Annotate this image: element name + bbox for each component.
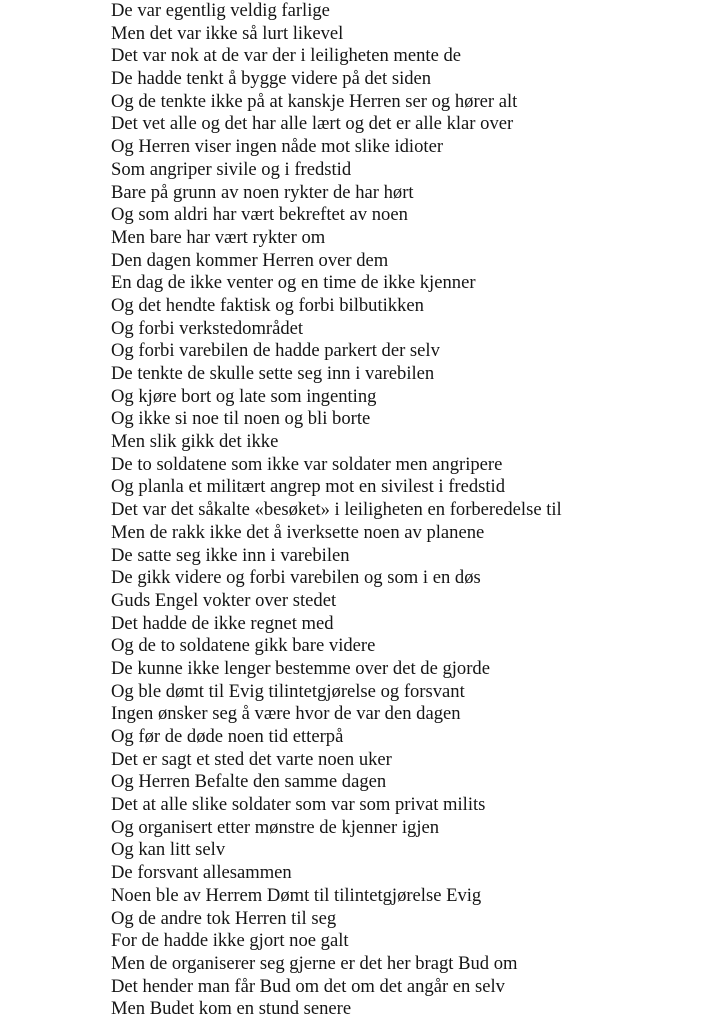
text-line: Men Budet kom en stund senere [111, 998, 352, 1020]
text-line: Men det var ikke så lurt likevel [111, 22, 344, 44]
text-line: Og som aldri har vært bekreftet av noen [111, 204, 408, 226]
text-line: Det var det såkalte «besøket» i leiligheten en forberedelse til [111, 499, 562, 521]
text-line: Det er sagt et sted det varte noen uker [111, 748, 392, 770]
text-line: Men de rakk ikke det å iverksette noen av planene [111, 521, 485, 543]
text-line: Og de to soldatene gikk bare videre [111, 635, 376, 657]
text-line: Noen ble av Herrem Dømt til tilintetgjørelse Evig [111, 884, 482, 906]
text-line: Guds Engel vokter over stedet [111, 589, 337, 611]
text-line: Men de organiserer seg gjerne er det her bragt Bud om [111, 952, 518, 974]
text-line: Bare på grunn av noen rykter de har hørt [111, 181, 414, 203]
text-line: Og de andre tok Herren til seg [111, 907, 337, 929]
text-line: De tenkte de skulle sette seg inn i varebilen [111, 363, 435, 384]
text-line: Og forbi varebilen de hadde parkert der selv [111, 340, 440, 362]
text-line: Og forbi verkstedområdet [111, 317, 304, 339]
text-line: Det hender man får Bud om det om det angår en selv [111, 975, 505, 997]
text-line: Og før de døde noen tid etterpå [111, 726, 344, 747]
text-line: Og kjøre bort og late som ingenting [111, 385, 377, 407]
text-line: Og planla et militært angrep mot en sivilest i fredstid [111, 476, 506, 498]
text-line: Det vet alle og det har alle lært og det er alle klar over [111, 113, 514, 135]
text-line: Og det hendte faktisk og forbi bilbutikken [111, 294, 424, 316]
text-line: De to soldatene som ikke var soldater men angripere [111, 453, 503, 475]
text-line: Den dagen kommer Herren over dem [111, 249, 389, 271]
text-line: Som angriper sivile og i fredstid [111, 158, 352, 180]
text-line: Og ble dømt til Evig tilintetgjørelse og forsvant [111, 680, 465, 702]
text-line: De forsvant allesammen [111, 862, 292, 884]
text-line: De hadde tenkt å bygge videre på det siden [111, 68, 432, 90]
text-line: Og Herren Befalte den samme dagen [111, 771, 387, 793]
text-line: Det at alle slike soldater som var som privat milits [111, 794, 486, 816]
text-line: Det hadde de ikke regnet med [111, 612, 334, 634]
text-line: Det var nok at de var der i leiligheten mente de [111, 45, 462, 67]
text-line: De satte seg ikke inn i varebilen [111, 544, 350, 566]
text-line: Og de tenkte ikke på at kanskje Herren ser og hører alt [111, 90, 518, 112]
poem-text-block [111, 0, 696, 1021]
text-line: Ingen ønsker seg å være hvor de var den dagen [111, 703, 461, 725]
text-line: Og ikke si noe til noen og bli borte [111, 408, 371, 430]
text-line: Men bare har vært rykter om [111, 226, 326, 248]
text-line: Og kan litt selv [111, 839, 226, 861]
text-line: For de hadde ikke gjort noe galt [111, 930, 349, 952]
text-line: Men slik gikk det ikke [111, 431, 279, 453]
text-line: De var egentlig veldig farlige [111, 0, 330, 21]
text-line: Og organisert etter mønstre de kjenner igjen [111, 816, 440, 838]
text-line: De gikk videre og forbi varebilen og som i en døs [111, 567, 481, 589]
text-line: En dag de ikke venter og en time de ikke kjenner [111, 272, 476, 294]
text-line: Og Herren viser ingen nåde mot slike idioter [111, 136, 444, 158]
text-line: De kunne ikke lenger bestemme over det de gjorde [111, 657, 490, 679]
